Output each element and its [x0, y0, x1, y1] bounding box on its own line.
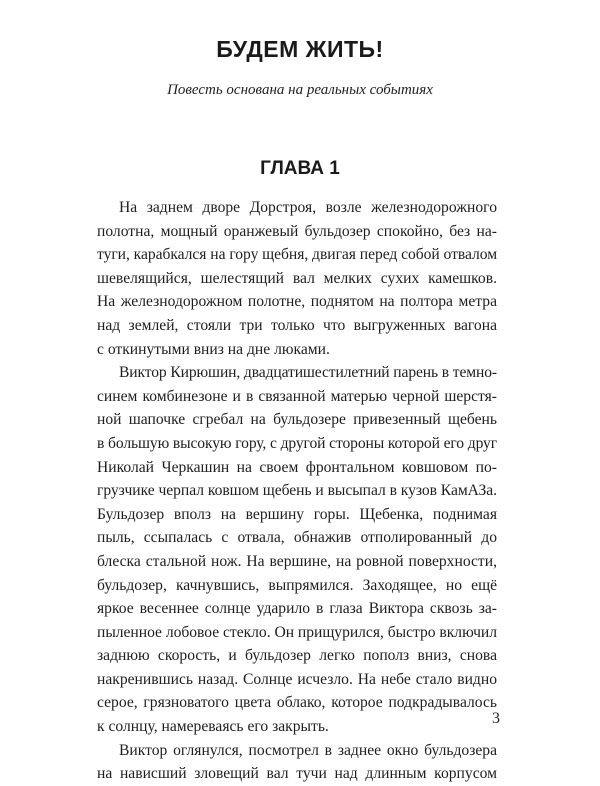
text-line: в большую высокую гору, с другой стороны которой его друг: [97, 434, 498, 452]
text-line: яркое весеннее солнце ударило в глаза Виктора сквозь за-: [97, 600, 497, 618]
text-line: пыль, ссыпалась с отвала, обнажив отполированный до: [97, 529, 497, 547]
text-line: накренившись назад. Солнце исчезло. На небе стало видно: [97, 670, 497, 688]
text-line: грузчике черпал ковшом щебень и высыпал в кузов КамАЗа.: [97, 482, 498, 500]
text-line: с откинутыми вниз на дне люками.: [97, 340, 330, 358]
text-line: на нависший зловещий вал тучи над длинным корпусом: [97, 765, 497, 783]
book-title: БУДЕМ ЖИТЬ!: [216, 36, 384, 62]
text-line: Николай Черкашин на своем фронтальном ковшовом по-: [97, 458, 497, 476]
text-line: к солнцу, намереваясь его закрыть.: [97, 718, 329, 736]
text-line: синем комбинезоне и в связанной матерью черной шерстя-: [97, 387, 497, 405]
text-line: полотна, мощный оранжевый бульдозер спокойно, без на-: [97, 222, 497, 240]
text-line: заднюю скорость, и бульдозер легко пополз вниз, снова: [97, 647, 497, 665]
text-line: Бульдозер вполз на вершину горы. Щебенка, поднимая: [97, 505, 497, 523]
text-line: серое, грязноватого цвета облако, которое подкрадывалось: [97, 694, 497, 712]
text-line: над землей, стояли три только что выгруженных вагона: [97, 316, 497, 334]
body-text: [97, 196, 497, 786]
text-line: Виктор Кирюшин, двадцатишестилетний парень в темно-: [119, 364, 497, 382]
text-line: блеска стальной нож. На вершине, на ровной поверхности,: [97, 552, 497, 570]
chapter-title: ГЛАВА 1: [260, 158, 340, 179]
text-line: На железнодорожном полотне, поднятом на полтора метра: [97, 293, 497, 311]
text-line: Виктор оглянулся, посмотрел в заднее окно бульдозера: [119, 741, 497, 759]
text-line: На заднем дворе Дорстроя, возле железнодорожного: [119, 199, 497, 216]
book-subtitle: Повесть основана на реальных событиях: [167, 82, 433, 98]
text-line: пыленное лобовое стекло. Он прищурился, быстро включил: [97, 623, 498, 641]
page-number: 3: [492, 710, 500, 727]
text-line: ной шапочке сгребал на бульдозере привезенный щебень: [97, 411, 497, 429]
text-line: бульдозер, качнувшись, выпрямился. Заходящее, но ещё: [97, 576, 497, 594]
text-line: шевелящийся, шелестящий вал мелких сухих камешков.: [97, 269, 497, 287]
text-line: туги, карабкался на гору щебня, двигая перед собой отвалом: [97, 246, 498, 264]
